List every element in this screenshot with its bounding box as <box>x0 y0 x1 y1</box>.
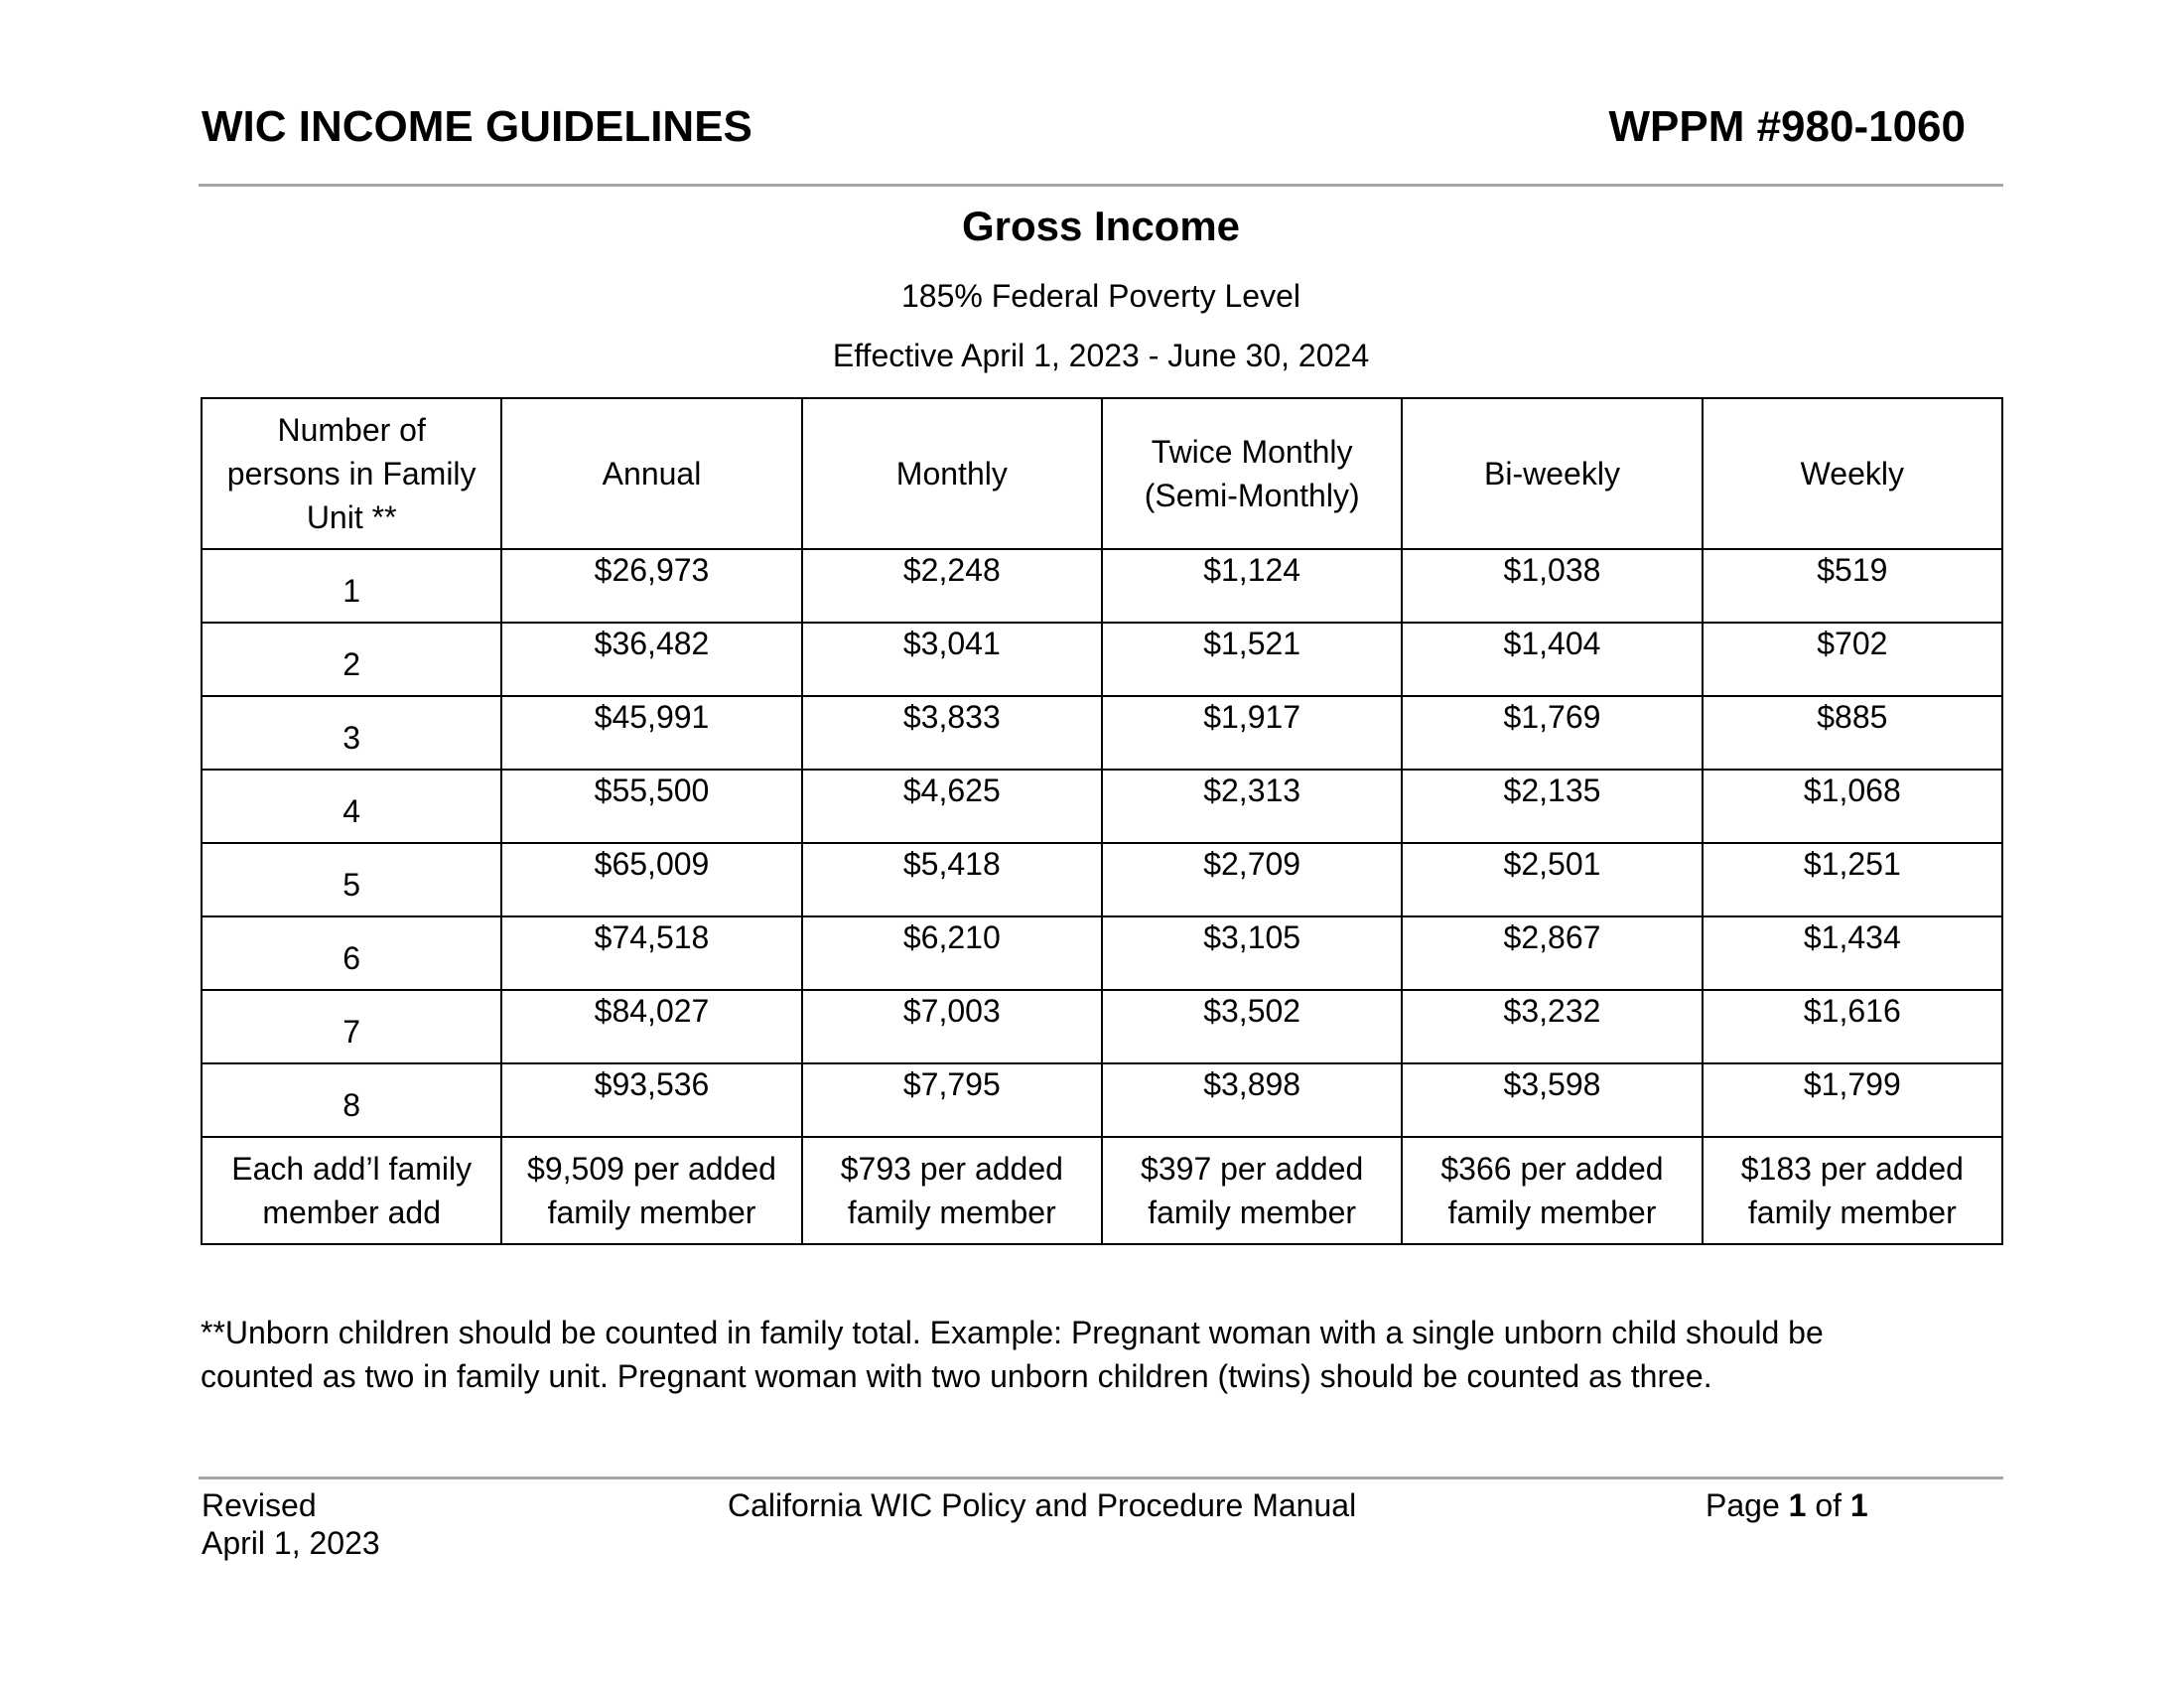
page-number: Page 1 of 1 <box>1706 1487 1868 1523</box>
table-cell-annual: $55,500 <box>501 770 801 843</box>
table-row <box>202 916 2002 990</box>
table-cell-family-size: 7 <box>202 990 501 1063</box>
table-cell-weekly: $702 <box>1703 623 2002 696</box>
table-row <box>202 843 2002 916</box>
table-cell-family-size: 5 <box>202 843 501 916</box>
income-guidelines-table <box>201 397 2003 1245</box>
table-cell-weekly: $1,434 <box>1703 916 2002 990</box>
table-cell-annual: $26,973 <box>501 549 801 623</box>
table-row <box>202 696 2002 770</box>
table-cell-weekly: $1,251 <box>1703 843 2002 916</box>
column-header-family-size: Number of persons in Family Unit ** <box>202 398 501 549</box>
table-cell-twice-monthly: $3,898 <box>1102 1063 1402 1137</box>
table-cell-monthly: $2,248 <box>802 549 1102 623</box>
table-row <box>202 623 2002 696</box>
table-cell-annual: $36,482 <box>501 623 801 696</box>
column-header-annual: Annual <box>501 398 801 549</box>
table-cell-additional-weekly: $183 per added family member <box>1703 1137 2002 1244</box>
table-cell-family-size: 8 <box>202 1063 501 1137</box>
table-cell-family-size: 1 <box>202 549 501 623</box>
total-pages: 1 <box>1849 1487 1868 1523</box>
table-cell-bi-weekly: $2,135 <box>1402 770 1702 843</box>
table-cell-twice-monthly: $1,521 <box>1102 623 1402 696</box>
table-cell-weekly: $1,616 <box>1703 990 2002 1063</box>
table-cell-family-size: 3 <box>202 696 501 770</box>
table-cell-twice-monthly: $3,105 <box>1102 916 1402 990</box>
document-title: WIC INCOME GUIDELINES <box>202 102 752 151</box>
table-cell-monthly: $3,041 <box>802 623 1102 696</box>
table-cell-twice-monthly: $2,709 <box>1102 843 1402 916</box>
revision-info <box>202 1486 380 1562</box>
table-cell-family-size: 2 <box>202 623 501 696</box>
table-cell-additional-label: Each add’l family member add <box>202 1137 501 1244</box>
current-page: 1 <box>1788 1487 1807 1523</box>
table-cell-bi-weekly: $3,232 <box>1402 990 1702 1063</box>
table-cell-twice-monthly: $1,917 <box>1102 696 1402 770</box>
table-cell-twice-monthly: $3,502 <box>1102 990 1402 1063</box>
column-header-twice-monthly: Twice Monthly (Semi-Monthly) <box>1102 398 1402 549</box>
table-cell-weekly: $885 <box>1703 696 2002 770</box>
table-cell-annual: $93,536 <box>501 1063 801 1137</box>
document-header <box>202 97 1969 157</box>
table-cell-family-size: 6 <box>202 916 501 990</box>
table-row <box>202 990 2002 1063</box>
table-cell-annual: $65,009 <box>501 843 801 916</box>
table-cell-annual: $45,991 <box>501 696 801 770</box>
table-cell-annual: $84,027 <box>501 990 801 1063</box>
effective-date-subtitle: Effective April 1, 2023 - June 30, 2024 <box>832 338 1370 373</box>
table-cell-monthly: $3,833 <box>802 696 1102 770</box>
table-cell-additional-annual: $9,509 per added family member <box>501 1137 801 1244</box>
unborn-children-footnote: **Unborn children should be counted in family total. Example: Pregnant woman with a single unborn child should be counted as two in family unit. Pregnant woman with two unborn children (twins) should be counted as three. <box>201 1315 1824 1394</box>
header-divider <box>199 184 2003 187</box>
table-cell-monthly: $7,003 <box>802 990 1102 1063</box>
table-cell-weekly: $1,068 <box>1703 770 2002 843</box>
table-cell-weekly: $1,799 <box>1703 1063 2002 1137</box>
additional-member-row <box>202 1137 2002 1244</box>
column-header-monthly: Monthly <box>802 398 1102 549</box>
section-title: Gross Income <box>961 203 1241 249</box>
table-cell-bi-weekly: $1,404 <box>1402 623 1702 696</box>
table-cell-bi-weekly: $2,867 <box>1402 916 1702 990</box>
column-header-bi-weekly: Bi-weekly <box>1402 398 1702 549</box>
table-row <box>202 1063 2002 1137</box>
table-row <box>202 549 2002 623</box>
table-cell-additional-monthly: $793 per added family member <box>802 1137 1102 1244</box>
table-cell-additional-bi-weekly: $366 per added family member <box>1402 1137 1702 1244</box>
revised-date: April 1, 2023 <box>202 1525 380 1561</box>
table-cell-bi-weekly: $3,598 <box>1402 1063 1702 1137</box>
footer-divider <box>199 1477 2003 1479</box>
table-cell-weekly: $519 <box>1703 549 2002 623</box>
poverty-level-subtitle: 185% Federal Poverty Level <box>901 278 1300 314</box>
table-cell-annual: $74,518 <box>501 916 801 990</box>
column-header-weekly: Weekly <box>1703 398 2002 549</box>
table-cell-family-size: 4 <box>202 770 501 843</box>
table-cell-monthly: $7,795 <box>802 1063 1102 1137</box>
table-cell-monthly: $4,625 <box>802 770 1102 843</box>
table-cell-bi-weekly: $1,038 <box>1402 549 1702 623</box>
table-cell-additional-twice-monthly: $397 per added family member <box>1102 1137 1402 1244</box>
table-row <box>202 770 2002 843</box>
table-cell-bi-weekly: $1,769 <box>1402 696 1702 770</box>
table-cell-twice-monthly: $2,313 <box>1102 770 1402 843</box>
revised-label: Revised <box>202 1487 317 1523</box>
manual-title: California WIC Policy and Procedure Manual <box>728 1487 1357 1523</box>
table-header-row <box>202 398 2002 549</box>
table-cell-twice-monthly: $1,124 <box>1102 549 1402 623</box>
table-cell-bi-weekly: $2,501 <box>1402 843 1702 916</box>
document-number: WPPM #980-1060 <box>1608 102 1966 151</box>
table-cell-monthly: $5,418 <box>802 843 1102 916</box>
table-cell-monthly: $6,210 <box>802 916 1102 990</box>
